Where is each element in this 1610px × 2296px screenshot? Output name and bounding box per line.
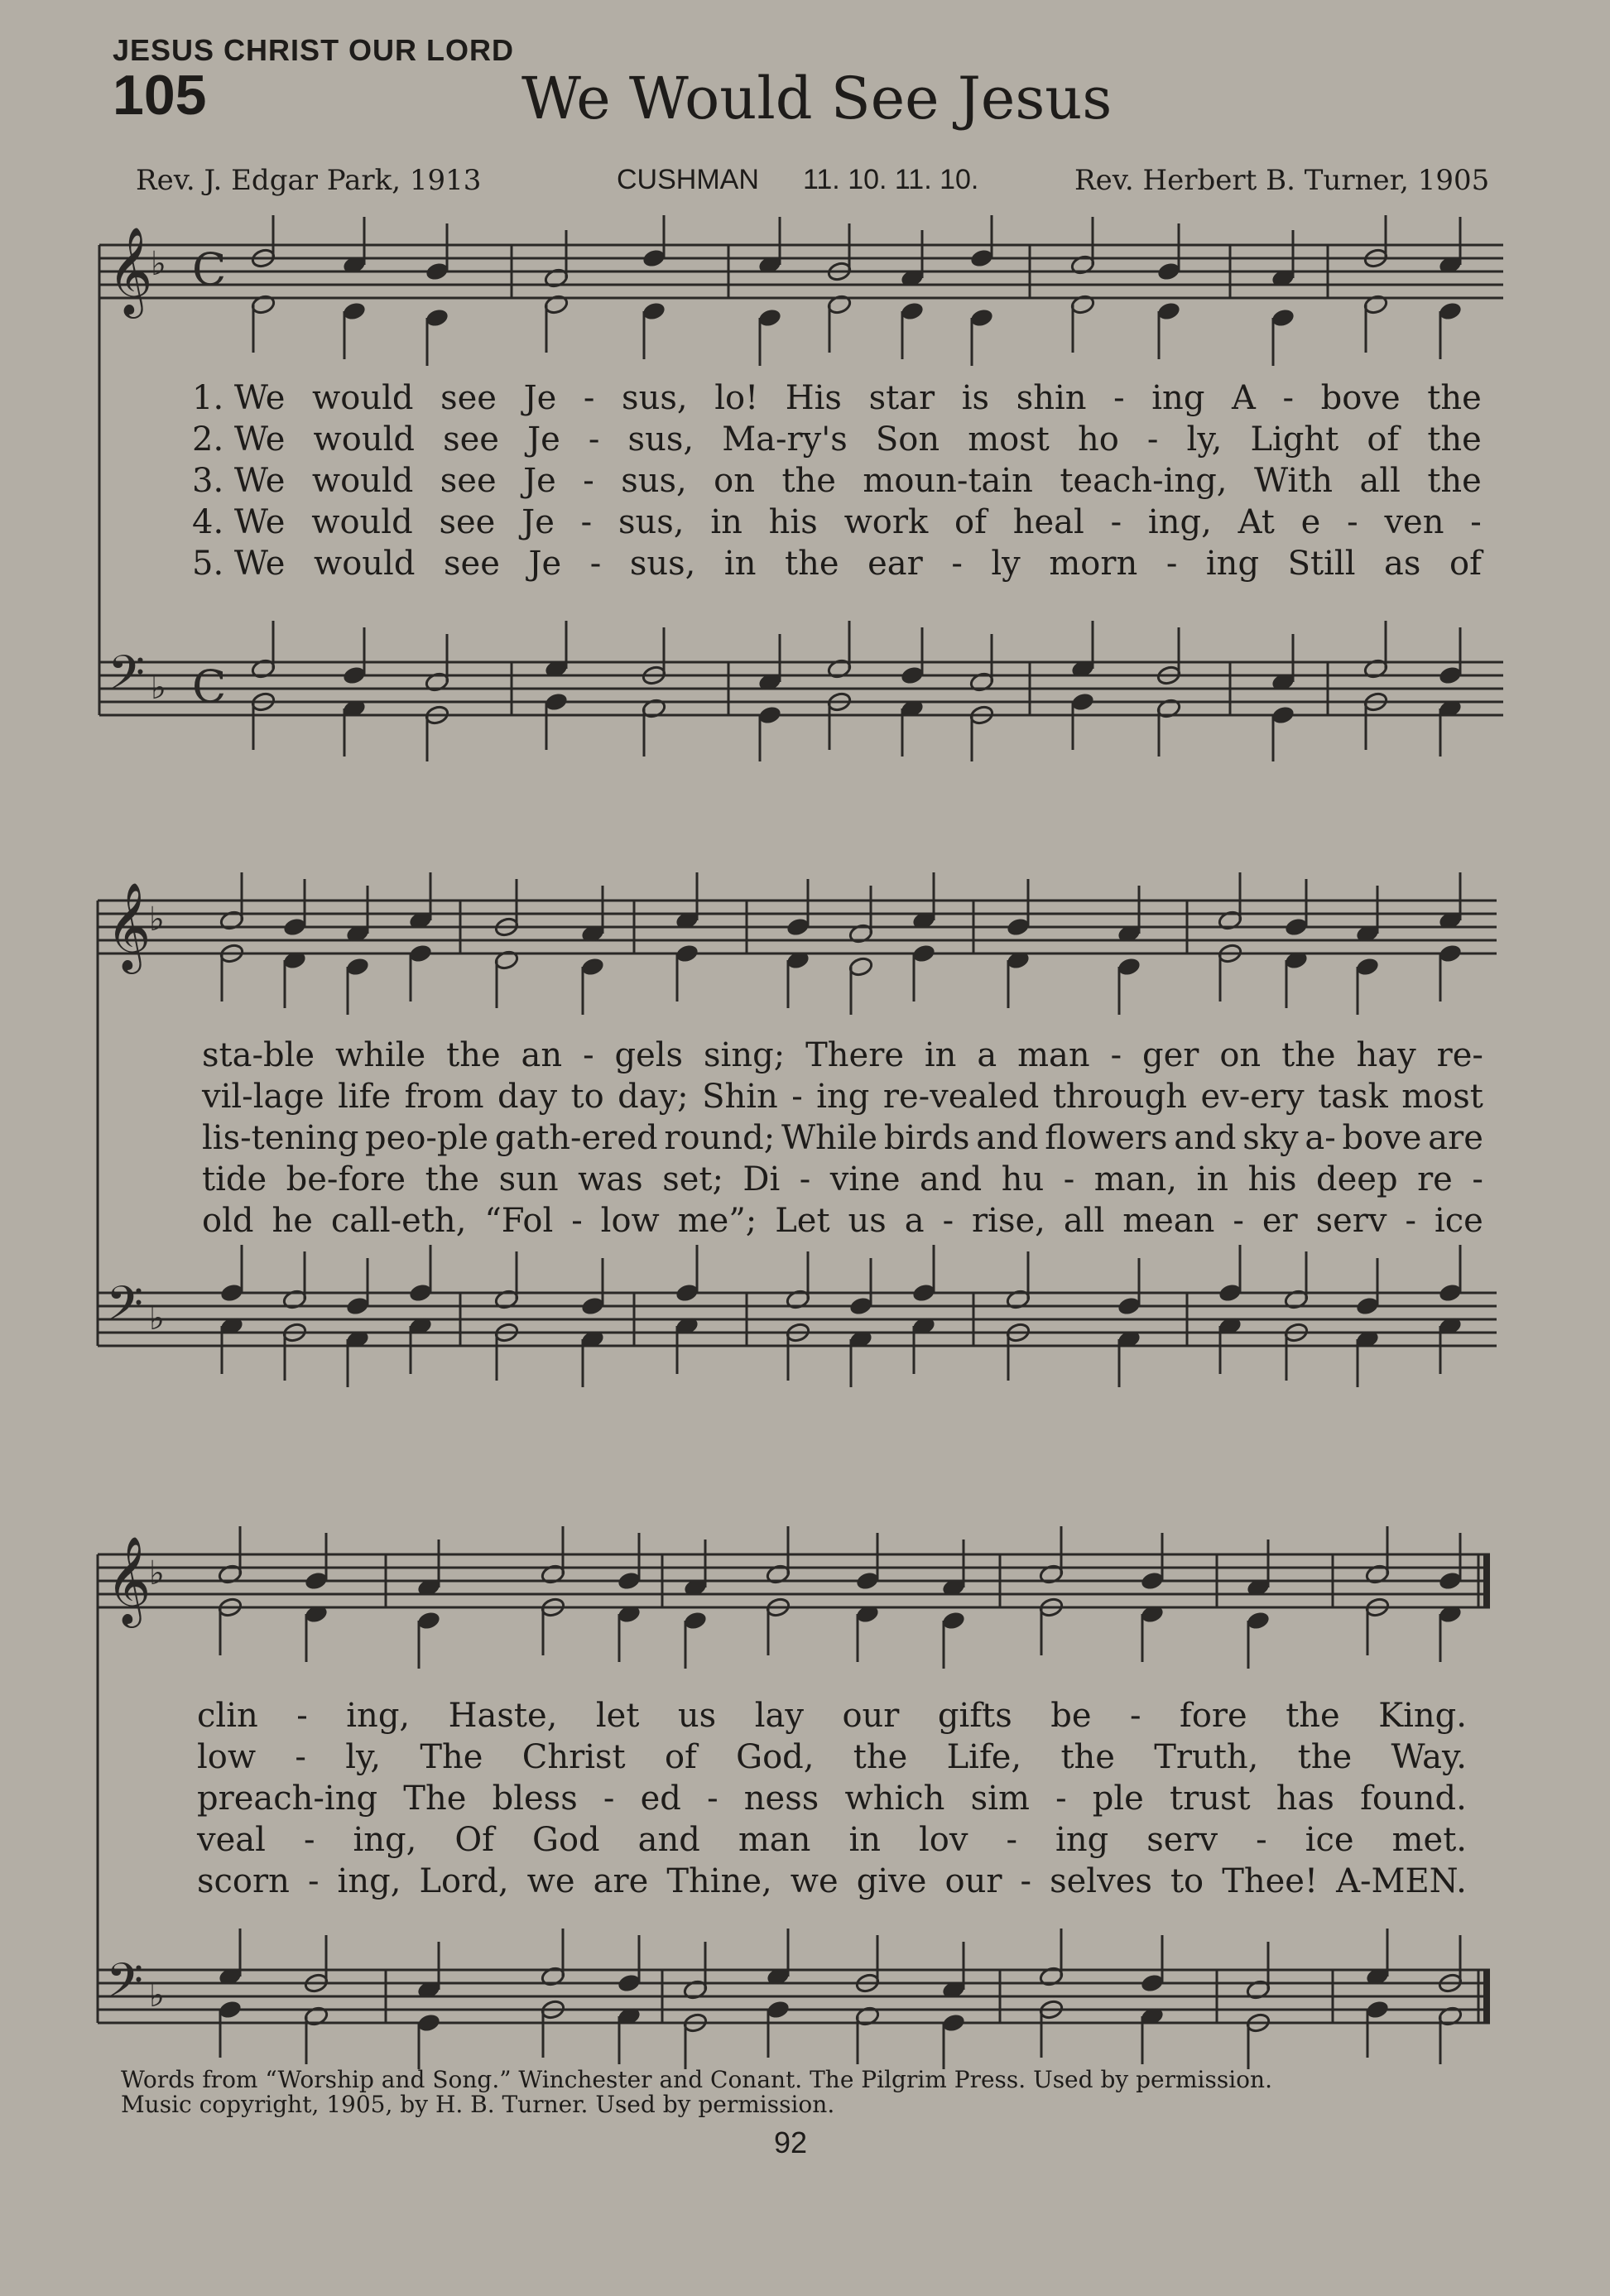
lyric-syllable: - [1165, 545, 1178, 583]
page-number: 92 [774, 2125, 808, 2159]
lyric-syllable: in [710, 503, 743, 541]
lyric-syllable: deep [1316, 1160, 1398, 1198]
lyric-syllable: on [1219, 1036, 1262, 1074]
lyric-syllable: a [904, 1202, 925, 1240]
lyric-syllable: 4. We [192, 503, 286, 541]
treble-clef-icon: 𝄞 [106, 881, 151, 970]
lyric-syllable: we [526, 1862, 575, 1900]
lyric-syllable: us [677, 1697, 717, 1735]
lyric-syllable: the [1297, 1738, 1353, 1776]
lyric-syllable: ev-ery [1200, 1078, 1305, 1116]
lyric-syllable: ice [1434, 1202, 1483, 1240]
lyric-syllable: morn [1049, 545, 1138, 583]
lyric-syllable: ness [743, 1780, 819, 1818]
lyric-syllable: veal [197, 1821, 266, 1859]
lyric-syllable: the [425, 1160, 480, 1198]
lyric-syllable: ly, [345, 1738, 382, 1776]
lyric-syllable: bove [1342, 1119, 1422, 1157]
lyric-syllable: Je [523, 379, 557, 417]
lyric-syllable: found. [1360, 1780, 1467, 1818]
lyric-syllable: man [1017, 1036, 1090, 1074]
lyric-syllable: ed [640, 1780, 681, 1818]
lyric-syllable: to [1170, 1862, 1204, 1900]
lyric-syllable: see [444, 545, 500, 583]
lyric-syllable: sus, [618, 503, 685, 541]
lyric-syllable: ly [991, 545, 1021, 583]
lyric-syllable: all [1063, 1202, 1105, 1240]
lyric-syllable: on [714, 462, 755, 500]
lyric-syllable: Haste, [448, 1697, 558, 1735]
lyric-syllable: would [313, 545, 416, 583]
lyric-syllable: in [924, 1036, 957, 1074]
lyric-syllable: - [1130, 1697, 1141, 1735]
lyric-syllable: Truth, [1154, 1738, 1259, 1776]
lyric-syllable: let [595, 1697, 640, 1735]
lyric-syllable: ing, [1147, 503, 1212, 541]
lyric-syllable: Of [454, 1821, 494, 1859]
lyric-syllable: re [1417, 1160, 1453, 1198]
lyric-syllable: trust [1170, 1780, 1251, 1818]
lyric-line [202, 1078, 1483, 1116]
lyric-syllable: Je [521, 503, 555, 541]
lyric-syllable: see [439, 503, 496, 541]
lyric-syllable: the [1427, 462, 1482, 500]
lyric-syllable: - [1233, 1202, 1244, 1240]
final-barline [1483, 1970, 1490, 2023]
lyric-syllable: - [583, 379, 595, 417]
lyric-syllable: - [583, 462, 594, 500]
key-signature-flat-icon: ♭ [151, 669, 166, 707]
lyric-syllable: met. [1391, 1821, 1467, 1859]
lyric-syllable: us [848, 1202, 887, 1240]
lyric-syllable: - [1020, 1862, 1032, 1900]
lyric-syllable: low [600, 1202, 660, 1240]
lyric-syllable: - [1110, 503, 1122, 541]
lyric-syllable: 3. We [192, 462, 286, 500]
lyric-line [192, 545, 1482, 583]
lyric-syllable: - [951, 545, 963, 583]
lyric-syllable: sing; [704, 1036, 786, 1074]
lyric-syllable: work [843, 503, 929, 541]
lyric-syllable: lis-tening [202, 1119, 359, 1157]
lyric-syllable: - [791, 1078, 803, 1116]
lyric-line [192, 379, 1482, 417]
lyric-syllable: an [521, 1036, 563, 1074]
lyric-syllable: 1. We [192, 379, 286, 417]
lyric-syllable: - [1063, 1160, 1075, 1198]
lyric-syllable: Thine, [666, 1862, 772, 1900]
lyric-syllable: the [781, 462, 836, 500]
treble-clef-icon: 𝄞 [106, 1535, 151, 1624]
lyric-syllable: Je [527, 420, 560, 459]
lyric-syllable: With [1253, 462, 1333, 500]
lyric-syllable: Je [523, 462, 556, 500]
lyric-syllable: while [334, 1036, 426, 1074]
lyric-syllable: give [856, 1862, 927, 1900]
lyric-syllable: Still [1287, 545, 1356, 583]
lyric-syllable: re-vealed [882, 1078, 1040, 1116]
lyric-syllable: task [1318, 1078, 1388, 1116]
lyric-line [202, 1202, 1483, 1240]
lyric-syllable: lo! [714, 379, 759, 417]
lyric-syllable: - [583, 1036, 594, 1074]
lyric-syllable: heal [1012, 503, 1084, 541]
lyric-syllable: of [1449, 545, 1482, 583]
key-signature-flat-icon: ♭ [151, 245, 166, 283]
lyric-line [192, 503, 1482, 541]
lyric-syllable: lov [919, 1821, 968, 1859]
lyric-syllable: Je [528, 545, 562, 583]
lyric-line [197, 1738, 1467, 1776]
lyric-syllable: - [1256, 1821, 1267, 1859]
lyric-syllable: ing, [353, 1821, 417, 1859]
lyric-syllable: Ma-ry's [722, 420, 848, 459]
lyric-syllable: scorn [197, 1862, 290, 1900]
lyric-syllable: day; [618, 1078, 689, 1116]
lyric-syllable: in [848, 1821, 881, 1859]
lyric-syllable: ger [1142, 1036, 1199, 1074]
lyric-syllable: old [202, 1202, 254, 1240]
lyric-syllable: would [313, 420, 415, 459]
lyric-syllable: would [312, 379, 414, 417]
lyric-syllable: ven [1384, 503, 1444, 541]
lyric-syllable: sus, [621, 462, 687, 500]
lyric-syllable: man [738, 1821, 811, 1859]
lyric-syllable: bove [1320, 379, 1401, 417]
lyric-syllable: Shin [702, 1078, 778, 1116]
lyric-syllable: There [805, 1036, 904, 1074]
lyric-syllable: would [311, 503, 413, 541]
lyric-syllable: his [768, 503, 818, 541]
lyric-syllable: A-MEN. [1336, 1862, 1467, 1900]
footer-words-credit: Words from “Worship and Song.” Winchester and Conant. The Pilgrim Press. Used by permission. [121, 2066, 1272, 2093]
lyric-syllable: through [1052, 1078, 1187, 1116]
lyric-syllable: of [664, 1738, 697, 1776]
lyric-syllable: - [1472, 1160, 1483, 1198]
lyric-syllable: birds [883, 1119, 970, 1157]
lyric-syllable: ing, [337, 1862, 401, 1900]
lyric-syllable: of [954, 503, 987, 541]
lyric-syllable: ing [1205, 545, 1260, 583]
lyric-syllable: vil-lage [202, 1078, 324, 1116]
lyric-syllable: Lord, [419, 1862, 509, 1900]
lyric-syllable: man, [1093, 1160, 1177, 1198]
lyric-syllable: - [799, 1160, 811, 1198]
lyric-syllable: The [420, 1738, 483, 1776]
lyric-syllable: re- [1436, 1036, 1483, 1074]
lyric-syllable: day [497, 1078, 558, 1116]
lyric-syllable: At [1238, 503, 1275, 541]
lyric-syllable: - [1347, 503, 1358, 541]
lyric-syllable: God, [736, 1738, 815, 1776]
hymn-number: 105 [113, 64, 207, 127]
lyric-syllable: Life, [946, 1738, 1022, 1776]
lyric-syllable: - [295, 1738, 306, 1776]
lyric-syllable: would [311, 462, 414, 500]
lyric-syllable: see [440, 462, 497, 500]
lyric-syllable: - [603, 1780, 615, 1818]
lyric-syllable: serv [1315, 1202, 1387, 1240]
lyric-syllable: The [403, 1780, 467, 1818]
lyric-syllable: see [440, 379, 497, 417]
lyric-line [202, 1036, 1483, 1074]
tune-name: CUSHMAN [617, 164, 759, 195]
lyric-syllable: sun [498, 1160, 559, 1198]
lyric-syllable: teach-ing, [1060, 462, 1228, 500]
lyric-syllable: sus, [629, 545, 696, 583]
lyric-syllable: a- [1305, 1119, 1336, 1157]
lyric-syllable: ing [1055, 1821, 1109, 1859]
lyric-syllable: the [1427, 379, 1482, 417]
lyric-syllable: he [272, 1202, 313, 1240]
lyric-syllable: all [1359, 462, 1401, 500]
lyric-syllable: - [307, 1862, 320, 1900]
lyric-syllable: sus, [622, 379, 688, 417]
lyric-syllable: most [968, 420, 1050, 459]
lyric-syllable: as [1384, 545, 1421, 583]
lyric-syllable: preach-ing [197, 1780, 378, 1818]
lyric-syllable: to [570, 1078, 604, 1116]
lyric-syllable: selves [1050, 1862, 1152, 1900]
lyric-line [202, 1119, 1483, 1157]
lyric-syllable: and [1174, 1119, 1237, 1157]
common-time-icon: C [192, 243, 227, 295]
lyric-syllable: - [1006, 1821, 1018, 1859]
lyric-syllable: has [1276, 1780, 1334, 1818]
bass-clef-icon: 𝄢 [106, 1275, 144, 1343]
lyric-syllable: rise, [972, 1202, 1045, 1240]
lyric-syllable: the [1281, 1036, 1336, 1074]
lyric-syllable: hu [1001, 1160, 1045, 1198]
lyric-syllable: ear [867, 545, 923, 583]
lyric-syllable: in [723, 545, 757, 583]
lyric-syllable: the [446, 1036, 501, 1074]
lyric-syllable: - [1470, 503, 1482, 541]
lyric-syllable: - [707, 1780, 718, 1818]
lyric-syllable: gath-ered [494, 1119, 658, 1157]
lyric-syllable: - [296, 1697, 308, 1735]
lyric-syllable: gels [614, 1036, 684, 1074]
lyric-syllable: ple [1092, 1780, 1144, 1818]
lyric-line [192, 420, 1482, 459]
section-heading: JESUS CHRIST OUR LORD [113, 33, 515, 67]
lyric-syllable: His [785, 379, 842, 417]
lyric-syllable: ho [1077, 420, 1119, 459]
lyric-syllable: from [404, 1078, 484, 1116]
lyric-syllable: are [593, 1862, 649, 1900]
lyric-syllable: was [578, 1160, 643, 1198]
lyric-line [202, 1160, 1483, 1198]
lyric-syllable: and [976, 1119, 1039, 1157]
lyric-syllable: the [1427, 420, 1482, 459]
lyric-syllable: shin [1016, 379, 1087, 417]
lyric-syllable: see [443, 420, 499, 459]
lyric-line [192, 462, 1482, 500]
lyric-syllable: flowers [1045, 1119, 1168, 1157]
lyric-syllable: which [844, 1780, 945, 1818]
lyric-syllable: is [961, 379, 990, 417]
lyric-syllable: Di [743, 1160, 781, 1198]
lyric-syllable: Way. [1391, 1738, 1467, 1776]
lyric-syllable: - [1282, 379, 1295, 417]
hymn-title: We Would See Jesus [521, 65, 1113, 132]
music-credit: Rev. Herbert B. Turner, 1905 [1074, 164, 1490, 197]
lyric-syllable: and [637, 1821, 700, 1859]
common-time-icon: C [192, 660, 227, 713]
lyric-syllable: most [1401, 1078, 1483, 1116]
lyric-syllable: King. [1378, 1697, 1467, 1735]
lyric-syllable: sky [1242, 1119, 1299, 1157]
lyric-syllable: his [1247, 1160, 1297, 1198]
key-signature-flat-icon: ♭ [149, 1299, 165, 1338]
lyric-syllable: ing [1151, 379, 1205, 417]
lyric-line [197, 1862, 1467, 1900]
lyric-syllable: God [531, 1821, 600, 1859]
lyric-syllable: the [853, 1738, 908, 1776]
lyric-syllable: set; [662, 1160, 723, 1198]
lyric-syllable: and [920, 1160, 983, 1198]
lyric-syllable: moun-tain [863, 462, 1033, 500]
lyric-syllable: in [1196, 1160, 1228, 1198]
lyric-line [197, 1821, 1467, 1859]
lyric-syllable: low [197, 1738, 257, 1776]
lyric-syllable: bless [492, 1780, 578, 1818]
lyric-syllable: mean [1122, 1202, 1215, 1240]
lyric-syllable: the [1060, 1738, 1115, 1776]
lyric-syllable: sta-ble [202, 1036, 315, 1074]
lyric-syllable: tide [202, 1160, 267, 1198]
lyric-line [197, 1780, 1467, 1818]
lyric-syllable: - [303, 1821, 315, 1859]
lyric-syllable: 2. We [192, 420, 286, 459]
tune-meter: 11. 10. 11. 10. [803, 164, 979, 195]
lyric-syllable: er [1262, 1202, 1298, 1240]
lyric-syllable: ing [816, 1078, 870, 1116]
lyric-syllable: lay [754, 1697, 804, 1735]
lyric-syllable: we [790, 1862, 839, 1900]
lyric-syllable: be-fore [286, 1160, 406, 1198]
lyric-syllable: vine [829, 1160, 901, 1198]
lyric-syllable: A [1232, 379, 1256, 417]
lyric-syllable: Let [775, 1202, 830, 1240]
lyric-syllable: “Fol [484, 1202, 554, 1240]
lyric-syllable: the [785, 545, 839, 583]
lyric-syllable: ing, [346, 1697, 411, 1735]
lyric-syllable: ly, [1186, 420, 1223, 459]
footer-music-credit: Music copyright, 1905, by H. B. Turner. Used by permission. [121, 2091, 835, 2118]
bass-clef-icon: 𝄢 [106, 1953, 144, 2020]
lyric-syllable: Light [1250, 420, 1339, 459]
lyric-syllable: hay [1356, 1036, 1416, 1074]
lyric-syllable: - [1405, 1202, 1416, 1240]
lyric-syllable: sus, [627, 420, 694, 459]
lyric-syllable: our [842, 1697, 900, 1735]
lyric-syllable: a [977, 1036, 997, 1074]
lyric-syllable: e [1300, 503, 1321, 541]
treble-clef-icon: 𝄞 [108, 226, 153, 315]
lyric-syllable: gifts [937, 1697, 1012, 1735]
lyric-syllable: peo-ple [365, 1119, 488, 1157]
lyric-syllable: - [1113, 379, 1125, 417]
lyric-syllable: call-eth, [330, 1202, 467, 1240]
lyric-syllable: sim [970, 1780, 1030, 1818]
lyric-syllable: be [1050, 1697, 1092, 1735]
lyric-syllable: ice [1305, 1821, 1354, 1859]
lyric-syllable: are [1428, 1119, 1483, 1157]
lyric-syllable: me”; [677, 1202, 757, 1240]
lyric-syllable: - [588, 420, 600, 459]
lyric-syllable: Christ [521, 1738, 626, 1776]
lyric-syllable: - [580, 503, 593, 541]
lyric-syllable: our [944, 1862, 1002, 1900]
lyric-syllable: - [589, 545, 602, 583]
lyric-syllable: Son [875, 420, 940, 459]
words-credit: Rev. J. Edgar Park, 1913 [136, 164, 482, 197]
key-signature-flat-icon: ♭ [149, 1977, 165, 2015]
lyric-syllable: the [1286, 1697, 1340, 1735]
lyric-syllable: - [942, 1202, 954, 1240]
lyric-syllable: round; [664, 1119, 776, 1157]
lyric-syllable: fore [1180, 1697, 1247, 1735]
lyric-syllable: serv [1146, 1821, 1218, 1859]
lyric-line [197, 1697, 1467, 1735]
final-barline [1483, 1554, 1490, 1607]
bass-clef-icon: 𝄢 [108, 645, 146, 713]
lyric-syllable: Thee! [1222, 1862, 1319, 1900]
lyric-syllable: - [1110, 1036, 1122, 1074]
lyric-syllable: life [338, 1078, 392, 1116]
lyric-syllable: - [1146, 420, 1159, 459]
lyric-syllable: of [1367, 420, 1400, 459]
lyric-syllable: - [1055, 1780, 1067, 1818]
lyric-syllable: star [868, 379, 935, 417]
lyric-syllable: - [571, 1202, 583, 1240]
key-signature-flat-icon: ♭ [149, 1554, 165, 1592]
lyric-syllable: While [781, 1119, 878, 1157]
lyric-syllable: clin [197, 1697, 258, 1735]
key-signature-flat-icon: ♭ [149, 901, 165, 939]
lyric-syllable: 5. We [192, 545, 286, 583]
